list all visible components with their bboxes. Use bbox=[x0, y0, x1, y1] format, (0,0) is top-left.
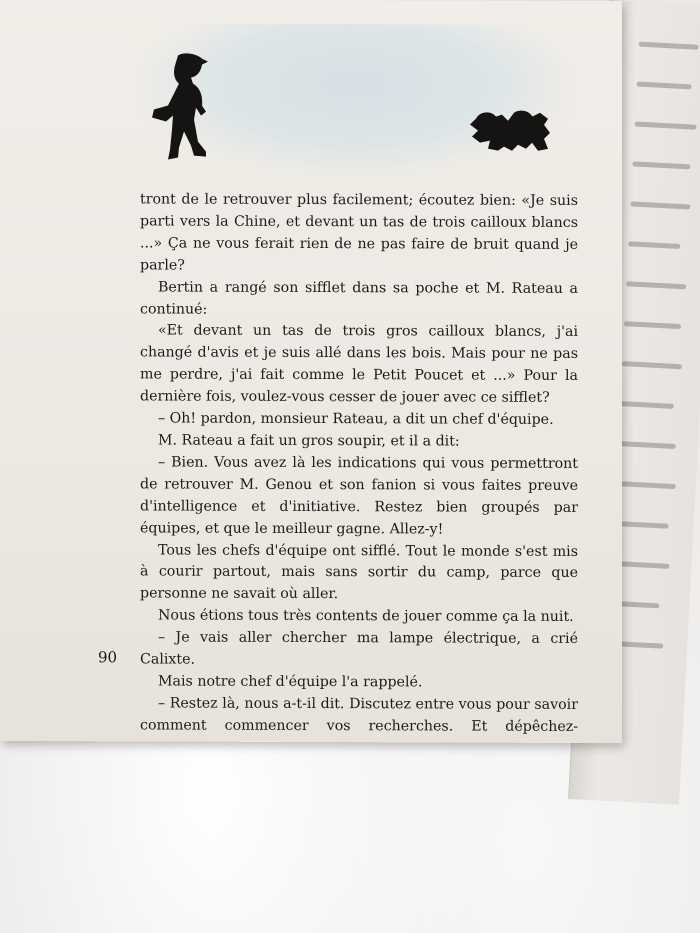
paragraph: Mais notre chef d'équipe l'a rappelé. bbox=[158, 673, 423, 691]
page-number: 90 bbox=[98, 648, 118, 667]
paragraph: «Et devant un tas de trois gros cailloux blancs, j'ai changé d'avis et je suis allé dans les bois. Mais pour ne pas me perdre, j'ai fait comme le Petit Poucet et ...» Pour la dernière fois, voulez-vous cesser de jouer avec ce sifflet? bbox=[140, 322, 578, 406]
paragraph: Tous les chefs d'équipe ont sifflé. Tout le monde s'est mis à courir partout, mais sans sortir du camp, parce que personne ne savait où aller. bbox=[140, 541, 578, 603]
paragraph: – Je vais aller chercher ma lampe électrique, a crié Calixte. bbox=[140, 629, 578, 668]
boy-silhouette-icon bbox=[146, 49, 216, 164]
paragraph: – Restez là, nous a-t-il dit. Discutez entre vous pour savoir comment commencer vos recherches. Et dépêchez- bbox=[140, 695, 578, 735]
paragraph: tront de le retrouver plus facilement; écoutez bien: «Je suis parti vers la Chine, et devant un tas de trois cailloux blancs ...» Ça ne vous ferait rien de ne pas faire de bruit quand je parle? bbox=[140, 191, 578, 274]
paragraph: Bertin a rangé son sifflet dans sa poche et M. Rateau a continué: bbox=[140, 279, 578, 318]
paragraph: – Oh! pardon, monsieur Rateau, a dit un chef d'équipe. bbox=[158, 410, 554, 428]
paragraph: – Bien. Vous avez là les indications qui vous permettront de retrouver M. Genou et son fanion si vous faites preuve d'intelligence et d'initiative. Restez bien groupés par équipes, et que le meilleur gagne. Allez-y! bbox=[140, 454, 578, 538]
scuffle-silhouette-icon bbox=[468, 109, 554, 155]
paragraph: M. Rateau a fait un gros soupir, et il a dit: bbox=[158, 432, 460, 450]
body-text bbox=[140, 189, 578, 738]
paragraph: Nous étions tous très contents de jouer comme ça la nuit. bbox=[158, 607, 574, 626]
